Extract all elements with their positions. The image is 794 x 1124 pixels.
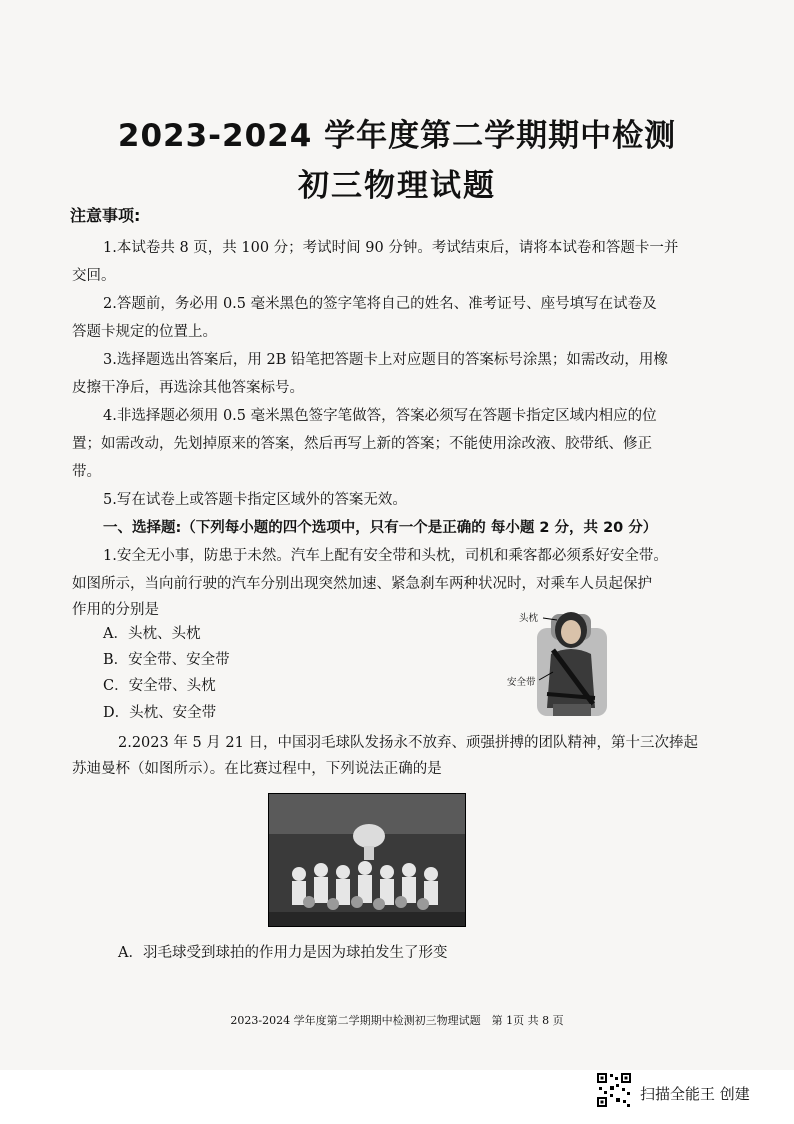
headrest-label: 头枕 — [519, 613, 539, 624]
exam-title: 2023-2024 学年度第二学期期中检测 — [117, 118, 677, 154]
option-a: A．羽毛球受到球拍的作用力是因为球拍发生了形变 — [118, 945, 448, 961]
watermark-text: 扫描全能王 创建 — [640, 1085, 750, 1103]
question-text: 1.安全无小事，防患于未然。汽车上配有安全带和头枕，司机和乘客都必须系好安全带。 — [103, 548, 668, 564]
notice-line: 3.选择题选出答案后，用 2B 铅笔把答题卡上对应题目的答案标号涂黑；如需改动，用橡 — [103, 352, 668, 368]
exam-subtitle: 初三物理试题 — [298, 168, 496, 204]
notice-line: 1.本试卷共 8 页，共 100 分；考试时间 90 分钟。考试结束后，请将本试卷和答题卡一并 — [103, 240, 679, 256]
notice-line: 答题卡规定的位置上。 — [72, 324, 217, 340]
passenger-illustration — [507, 608, 627, 720]
option-d: D．头枕、安全带 — [103, 705, 217, 721]
page-footer: 2023-2024 学年度第二学期期中检测初三物理试题 第 1页 共 8 页 — [230, 1014, 564, 1027]
question-text: 作用的分别是 — [72, 602, 159, 618]
notice-line: 带。 — [72, 464, 101, 480]
option-c: C．安全带、头枕 — [103, 678, 216, 694]
question-text: 2.2023 年 5 月 21 日，中国羽毛球队发扬永不放弃、顽强拼搏的团队精神，第十三次捧起 — [118, 735, 698, 751]
scanner-watermark — [596, 1072, 786, 1112]
team-photo-illustration — [269, 794, 465, 926]
notice-line: 皮擦干净后，再选涂其他答案标号。 — [72, 380, 304, 396]
seatbelt-figure — [507, 608, 627, 720]
option-b: B．安全带、安全带 — [103, 652, 230, 668]
notice-line: 4.非选择题必须用 0.5 毫米黑色签字笔做答，答案必须写在答题卡指定区域内相应的位 — [103, 408, 657, 424]
notice-heading: 注意事项: — [70, 206, 141, 225]
notice-line: 置；如需改动，先划掉原来的答案，然后再写上新的答案；不能使用涂改液、胶带纸、修正 — [72, 436, 652, 452]
seatbelt-label: 安全带 — [507, 677, 536, 688]
option-a: A．头枕、头枕 — [103, 626, 201, 642]
section-heading: 一、选择题:（下列每小题的四个选项中，只有一个是正确的 每小题 2 分，共 20 分） — [103, 520, 658, 536]
notice-line: 2.答题前，务必用 0.5 毫米黑色的签字笔将自己的姓名、准考证号、座号填写在试卷及 — [103, 296, 657, 312]
qr-code-icon — [596, 1072, 632, 1108]
notice-line: 交回。 — [72, 268, 116, 284]
question-text: 如图所示，当向前行驶的汽车分别出现突然加速、紧急刹车两种状况时，对乘车人员起保护 — [72, 576, 652, 592]
notice-line: 5.写在试卷上或答题卡指定区域外的答案无效。 — [103, 492, 407, 508]
team-photo — [268, 793, 466, 927]
question-text: 苏迪曼杯（如图所示）。在比赛过程中，下列说法正确的是 — [72, 761, 442, 777]
